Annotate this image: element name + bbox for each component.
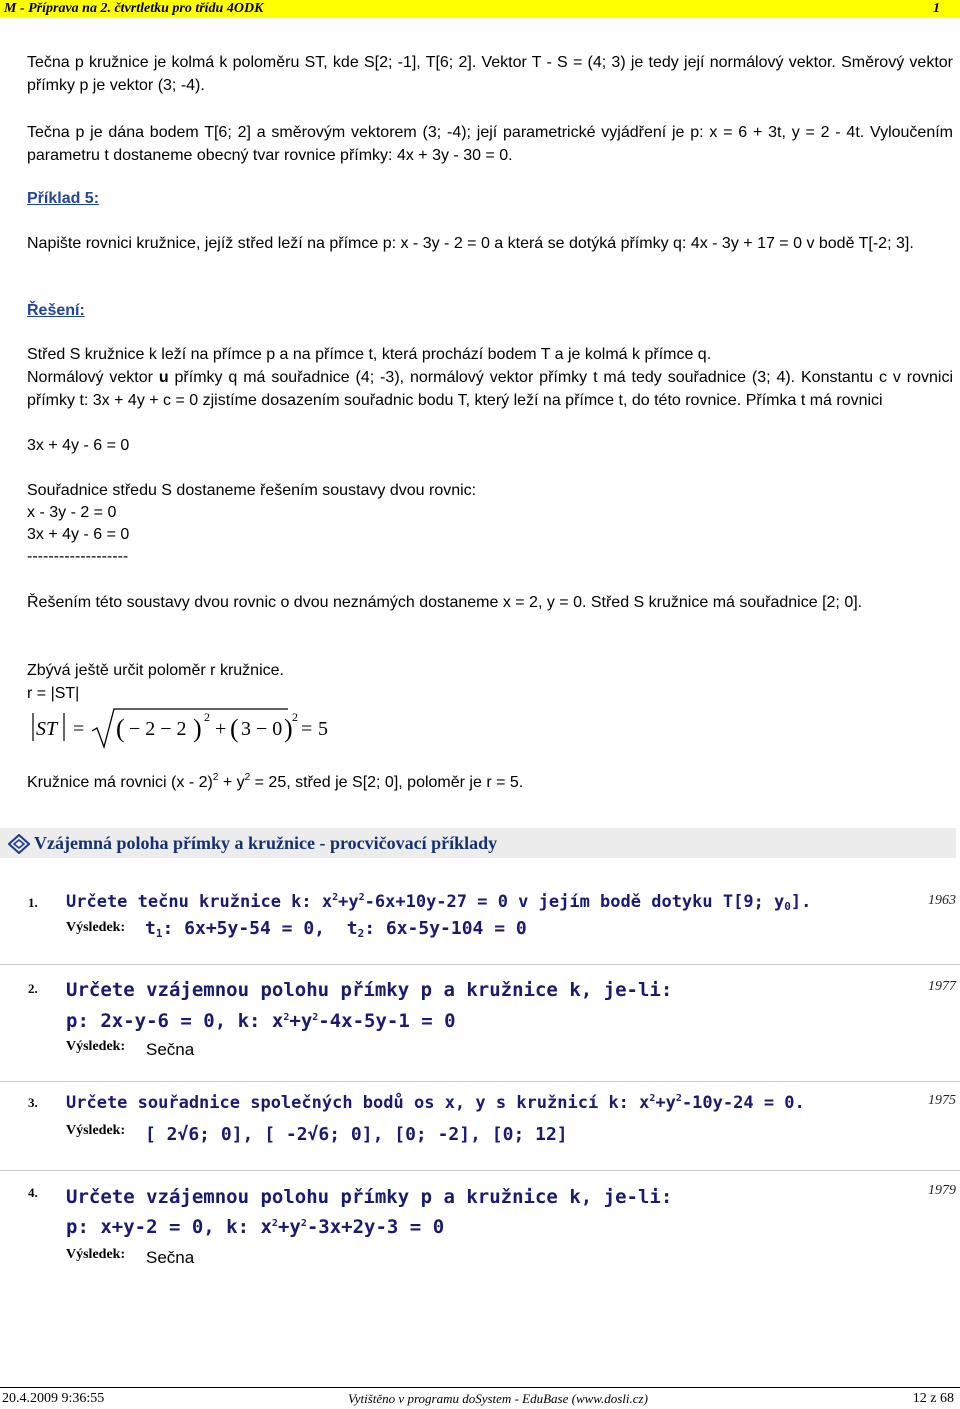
exercise-4-result: Sečna (146, 1248, 195, 1267)
footer-page: 12 z 68 (912, 1391, 954, 1406)
footer-divider (0, 1387, 960, 1388)
system-solution-text: Řešením této soustavy dvou rovnic o dvou neznámých dostaneme x = 2, y = 0. Střed S kružnice má souřadnice [2; 0]. (27, 594, 863, 611)
exercise-2-line-2: p: 2x-y-6 = 0, k: $x^2+y^2-4x-5y-1 = 0$ (66, 1010, 456, 1032)
solution-heading: Řešení: (27, 302, 85, 319)
exercise-2-number: 2. (28, 981, 38, 996)
svg-text:): ) (284, 714, 293, 743)
footer-printed-by: Vytištěno v programu doSystem - EduBase (www.dosli.cz) (348, 1391, 648, 1406)
section-title: Vzájemná poloha přímky a kružnice - procvičovací příklady (34, 833, 498, 853)
exercise-2-line-1: Určete vzájemnou polohu přímky p a kružnice k, je-li: (66, 979, 673, 1001)
exercise-separator (0, 1170, 960, 1171)
final-equation: Kružnice má rovnici $(x - 2)^2 + y^2 = 25$, střed je S[2; 0], poloměr je r = 5. (27, 772, 524, 791)
exercise-3-id: 1975 (928, 1093, 956, 1108)
exercise-4-number: 4. (28, 1185, 38, 1200)
solution-step-normal-vector: Normálový vektor u přímky q má souřadnice (4; -3), normálový vektor přímky t má tedy souřadnice (3; 4). Konstantu c v rovnici přímky t: 3x + 4y + c = 0 zjistíme dosazením souřadnic bodu T, který leží na přímce t, do této rovnice. Přímka t má rovnici (27, 369, 954, 409)
formula-plus: + (215, 718, 227, 740)
paragraph-tangent-equation: Tečna p je dána bodem T[6; 2] a směrovým vektorem (3; -4); její parametrické vyjádření je p: x = 6 + 3t, y = 2 - 4t. Vyloučením parametru t dostaneme obecný tvar rovnice přímky: 4x + 3y - 30 = 0. (27, 124, 953, 164)
exercise-1-id: 1963 (928, 893, 956, 908)
exercise-4-id: 1979 (928, 1183, 956, 1198)
formula-equals-1: = (73, 718, 85, 740)
solution-step-center: Střed S kružnice k leží na přímce p a na přímce t, která prochází bodem T a je kolmá k přímce q. (27, 346, 712, 363)
page-header-title: M - Příprava na 2. čtvrtletku pro třídu 4ODK (4, 1, 264, 16)
exercise-1-text: Určete tečnu kružnice k: $x^2+y^2-6x+10y-27 = 0$ v jejím bodě dotyku T[9; $y_0$]. (66, 892, 812, 913)
formula-exponent-2: 2 (292, 710, 298, 724)
exercise-4-line-1: Určete vzájemnou polohu přímky p a kružnice k, je-li: (66, 1186, 673, 1208)
distance-formula (30, 703, 330, 755)
exercise-3-number: 3. (28, 1095, 38, 1110)
exercise-1-result: $t_1$: 6x+5y-54 = 0, $t_2$: 6x-5y-104 = 0 (145, 918, 527, 940)
exercise-4-line-2: p: x+y-2 = 0, k: $x^2+y^2-3x+2y-3 = 0$ (66, 1216, 445, 1238)
system-eq-2: 3x + 4y - 6 = 0 (27, 526, 130, 543)
system-eq-1: x - 3y - 2 = 0 (27, 504, 117, 521)
svg-text:(: ( (230, 714, 239, 743)
exercise-3-result: [ 2√6; 0], [ -2√6; 0], [0; -2], [0; 12] (145, 1124, 568, 1145)
paragraph-normal-vector: Tečna p kružnice je kolmá k poloměru ST, kde S[2; -1], T[6; 2]. Vektor T - S = (4; 3) je tedy její normálový vektor. Směrový vektor přímky p je vektor (3; -4). (27, 54, 953, 94)
exercise-3-text: Určete souřadnice společných bodů os x, y s kružnicí k: $x^2+y^2-10y-24 = 0$. (66, 1093, 805, 1113)
coords-intro: Souřadnice středu S dostaneme řešením soustavy dvou rovnic: (27, 482, 477, 499)
formula-result: 5 (318, 718, 328, 740)
section-header (0, 828, 956, 858)
exercise-2-result-label: Výsledek: (66, 1039, 126, 1054)
exercise-1-number: 1. (28, 895, 38, 910)
footer-date: 20.4.2009 9:36:55 (2, 1391, 105, 1406)
formula-term-2: 3 − 0 (241, 718, 283, 740)
diamond-icon (8, 834, 30, 854)
task-text: Napište rovnici kružnice, jejíž střed leží na přímce p: x - 3y - 2 = 0 a která se dotýká přímky q: 4x - 3y + 17 = 0 v bodě T[-2; 3]. (27, 235, 914, 252)
example-heading: Příklad 5: (27, 190, 100, 207)
dash-separator: ------------------- (27, 548, 129, 565)
formula-lhs: ST (36, 718, 58, 740)
radius-intro: Zbývá ještě určit poloměr r kružnice. (27, 662, 284, 679)
exercise-4-result-label: Výsledek: (66, 1247, 126, 1262)
exercise-separator (0, 964, 960, 965)
equation-t: 3x + 4y - 6 = 0 (27, 437, 130, 454)
exercise-separator (0, 1081, 960, 1082)
exercise-2-result: Sečna (146, 1040, 195, 1059)
svg-text:(: ( (116, 714, 125, 743)
formula-exponent-1: 2 (204, 710, 210, 724)
radius-equation: r = |ST| (27, 685, 80, 702)
exercise-3-result-label: Výsledek: (66, 1123, 126, 1138)
formula-equals-2: = (301, 718, 313, 740)
exercise-2-id: 1977 (928, 979, 956, 994)
svg-text:): ) (193, 714, 202, 743)
formula-term-1: − 2 − 2 (129, 718, 187, 740)
exercise-1-result-label: Výsledek: (66, 920, 126, 935)
page-header-number: 1 (933, 1, 940, 16)
